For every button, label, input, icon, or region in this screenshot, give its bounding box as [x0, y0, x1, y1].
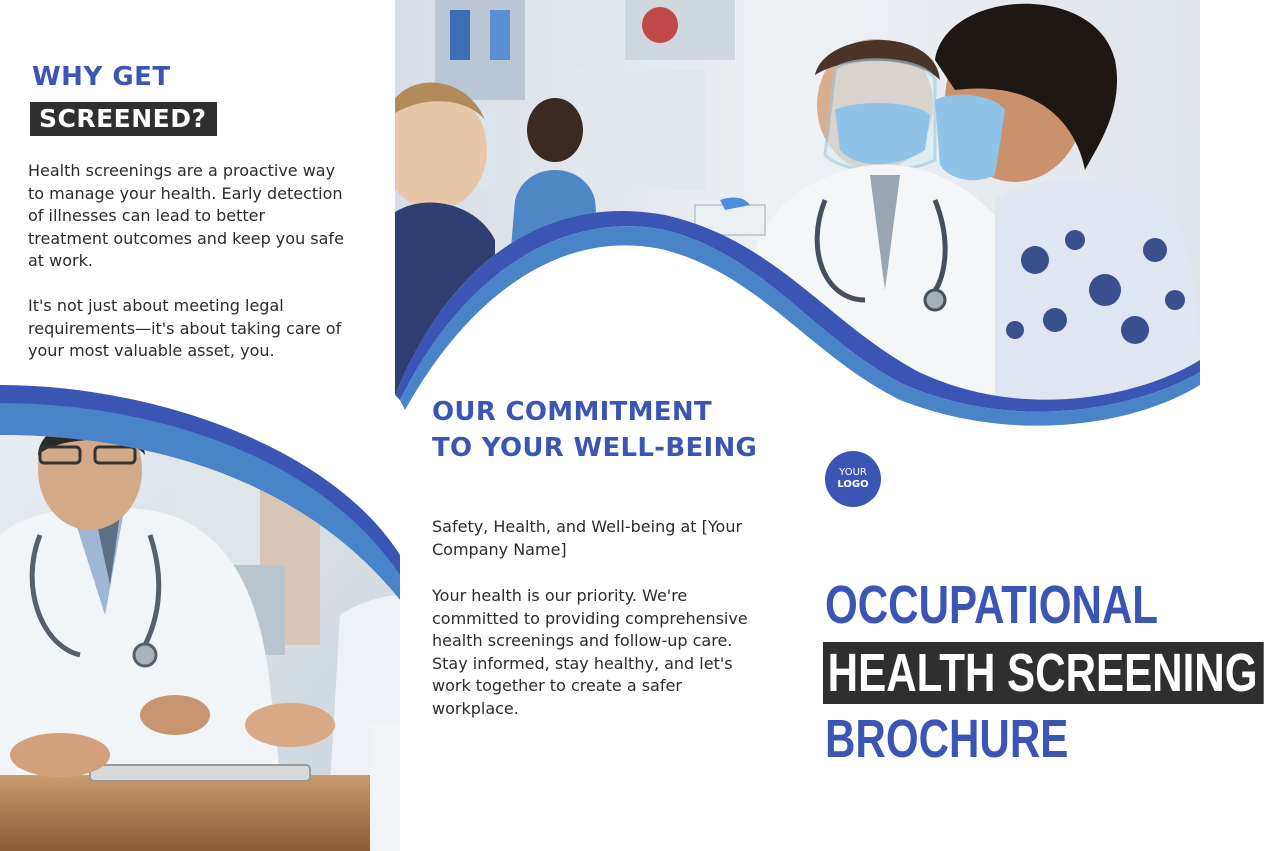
doctor-with-tablet-photo: [0, 385, 400, 851]
company-logo: [825, 451, 881, 507]
commitment-body: Your health is our priority. We're committed to providing comprehensive health screenings and follow-up care. Stay informed, stay healthy, and let's work together to create a safer workplace.: [432, 586, 748, 718]
why-heading-line1: WHY GET: [32, 62, 171, 92]
title-line1: OCCUPATIONAL: [825, 575, 1159, 635]
logo-line2: LOGO: [837, 479, 869, 490]
commitment-heading-line2: TO YOUR WELL-BEING: [432, 433, 758, 463]
title-line3: BROCHURE: [825, 709, 1069, 769]
why-paragraph-2: It's not just about meeting legal requirements—it's about taking care of your most valuable asset, you.: [28, 296, 342, 360]
why-paragraph-1: Health screenings are a proactive way to manage your health. Early detection of illnesses can lead to better treatment outcomes and keep you safe at work.: [28, 161, 344, 270]
title-line2: HEALTH SCREENING: [823, 642, 1264, 704]
logo-line1: YOUR: [839, 467, 867, 478]
commitment-subheading: Safety, Health, and Well-being at [Your Company Name]: [432, 517, 743, 559]
doctor-consultation-photo: [395, 0, 1200, 440]
left-panel: [0, 0, 400, 851]
commitment-heading-line1: OUR COMMITMENT: [432, 397, 712, 427]
why-heading-line2: SCREENED?: [30, 102, 217, 136]
